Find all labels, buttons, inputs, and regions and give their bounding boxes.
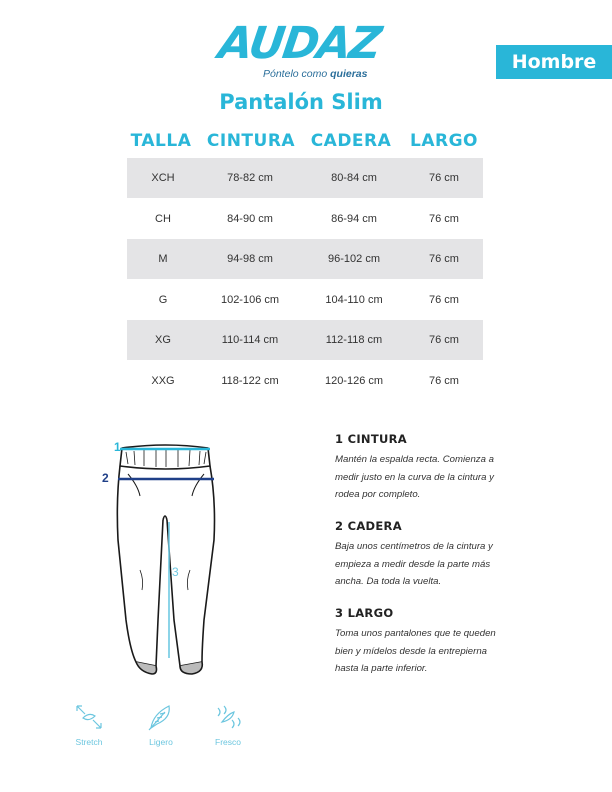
feather-icon [145,702,177,732]
instruction-title: 2 CADERA [335,519,402,533]
brand-tagline [263,68,368,80]
header-talla: TALLA [130,131,192,151]
cell-largo: 76 cm [429,374,459,387]
instruction-title: 1 CINTURA [335,432,407,446]
cell-cadera: 112-118 cm [325,334,383,346]
brand-logo [215,18,383,84]
cell-talla: XXG [151,374,175,387]
cell-cintura: 110-114 cm [221,334,279,346]
stretch-icon [73,702,105,732]
cell-cintura: 118-122 cm [221,374,279,387]
cell-largo: 76 cm [429,334,459,346]
cell-cadera: 96-102 cm [328,253,380,265]
table-row [127,279,483,320]
cell-largo: 76 cm [429,172,459,184]
cell-talla: M [158,253,168,265]
table-row [127,198,483,239]
tagline-prefix: Póntelo como [263,68,328,80]
instruction-cintura [335,432,575,504]
cell-cadera: 86-94 cm [331,212,377,225]
fresh-icon [212,702,244,732]
cell-cintura: 102-106 cm [220,293,280,306]
feature-fresco [203,702,253,747]
header-cintura: CINTURA [206,131,296,151]
cell-cintura: 78-82 cm [227,172,273,184]
cell-talla: CH [155,212,171,225]
instruction-largo [335,606,575,678]
cell-talla: XG [155,334,171,346]
feature-label: Stretch [75,737,103,747]
cell-cadera: 104-110 cm [325,293,383,306]
gender-badge: Hombre [496,45,612,79]
cell-cintura: 84-90 cm [227,212,273,225]
feature-ligero [136,702,186,747]
cell-largo: 76 cm [429,212,459,225]
table-row [127,320,483,360]
header-cadera: CADERA [310,131,392,151]
feature-stretch [64,702,114,747]
tagline-bold: quieras [330,68,368,80]
pants-diagram [100,430,230,680]
instruction-text: Toma unos pantalones que te queden bien y mídelos desde la entrepierna hasta la parte inferior. [335,628,496,674]
instruction-cadera [335,519,575,591]
header-largo: LARGO [410,131,478,151]
instruction-text: Baja unos centímetros de la cintura y empieza a medir desde la parte más ancha. Da toda la vuelta. [335,541,493,587]
brand-name: AUDAZ [215,18,383,69]
cell-cadera: 120-126 cm [324,374,384,387]
cell-talla: XCH [151,172,175,184]
feature-label: Ligero [149,737,173,747]
size-table-header [0,131,612,155]
table-row [127,360,483,401]
marker-2: 2 [102,471,109,485]
instruction-title: 3 LARGO [335,606,394,620]
table-row [127,158,483,198]
cell-talla: G [158,293,168,306]
cell-largo: 76 cm [429,253,459,265]
size-table [127,158,483,401]
page-title: Pantalón Slim [219,90,383,114]
cell-largo: 76 cm [429,293,459,306]
cell-cadera: 80-84 cm [331,172,377,184]
instruction-text: Mantén la espalda recta. Comienza a medir justo en la curva de la cintura y rodea por completo. [335,454,494,500]
cell-cintura: 94-98 cm [227,253,273,265]
feature-label: Fresco [215,737,241,747]
marker-1: 1 [114,440,121,454]
marker-3: 3 [172,565,179,579]
table-row [127,239,483,279]
